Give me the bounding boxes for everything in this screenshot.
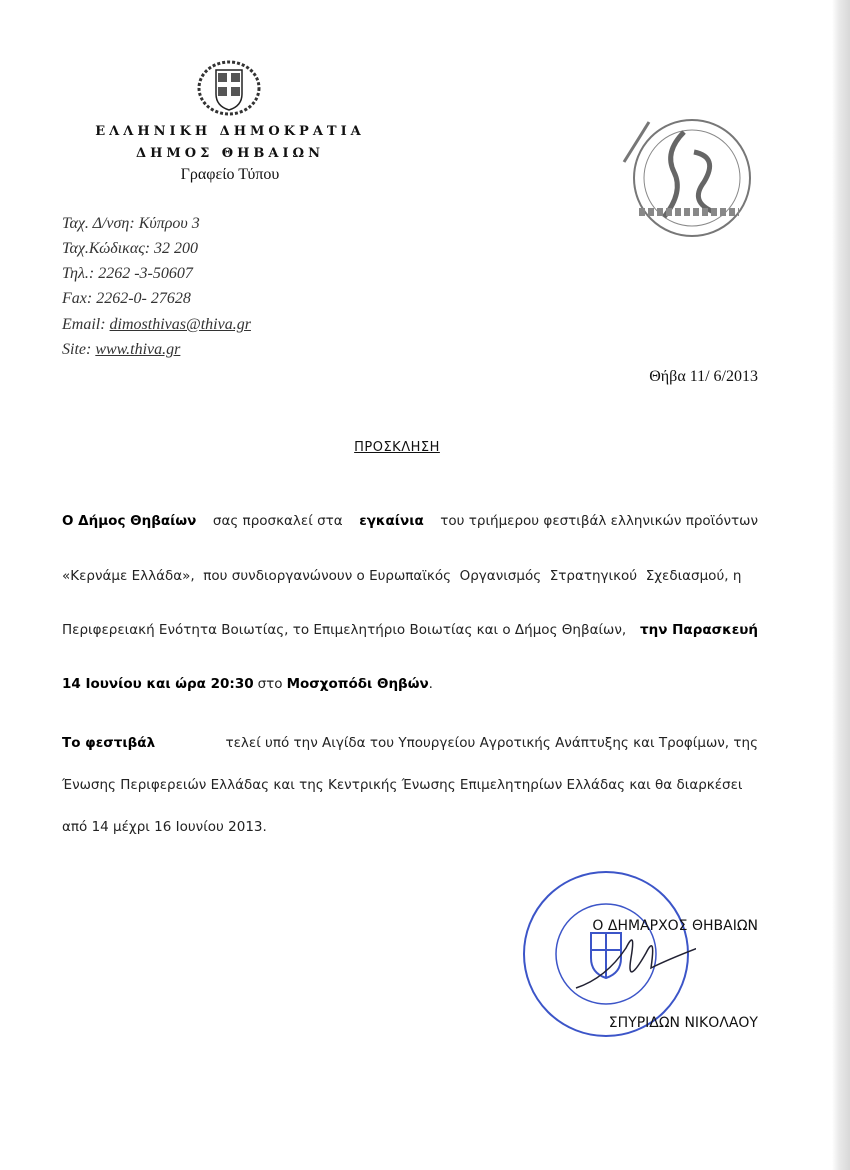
- signatory-name: ΣΠΥΡΙΔΩΝ ΝΙΚΟΛΑΟΥ: [608, 1015, 758, 1031]
- text: του τριήμερου φεστιβάλ ελληνικών προϊόντων: [440, 513, 758, 529]
- text: «Κερνάμε Ελλάδα», που συνδιοργανώνουν ο Ευρωπαϊκός Οργανισμός Στρατηγικού Σχεδιασμού, η: [62, 568, 742, 584]
- contact-email-row: [62, 316, 251, 334]
- contact-phone: Τηλ.: 2262 -3-50607: [62, 265, 193, 282]
- text-bold: 14 Ιουνίου και ώρα 20:30: [62, 676, 254, 692]
- body-line: [62, 819, 758, 835]
- text-bold: Το φεστιβάλ: [62, 735, 156, 751]
- email-link[interactable]: dimosthivas@thiva.gr: [109, 316, 251, 333]
- text: Περιφερειακή Ενότητα Βοιωτίας, το Επιμελητήριο Βοιωτίας και ο Δήμος Θηβαίων,: [62, 622, 627, 638]
- official-stamp: [516, 868, 696, 1038]
- body-line: [62, 735, 758, 751]
- body-line: [62, 568, 758, 584]
- body-line: [62, 676, 758, 692]
- document-title: ΠΡΟΣΚΛΗΣΗ: [354, 440, 440, 455]
- text-bold: Μοσχοπόδι Θηβών: [286, 676, 429, 692]
- text-bold: την Παρασκευή: [640, 622, 758, 638]
- text: .: [428, 676, 433, 692]
- letterhead-country: ΕΛΛΗΝΙΚΗ ΔΗΜΟΚΡΑΤΙΑ: [95, 124, 365, 139]
- text: στο: [257, 676, 283, 692]
- text: Ένωσης Περιφερειών Ελλάδας και της Κεντρικής Ένωσης Επιμελητηρίων Ελλάδας και θα διαρκέσει: [62, 777, 743, 793]
- scan-edge: [832, 0, 850, 1170]
- email-label: Email:: [62, 316, 110, 333]
- site-link[interactable]: www.thiva.gr: [95, 341, 181, 358]
- contact-address: Ταχ. Δ/νση: Κύπρου 3: [62, 215, 200, 232]
- contact-postcode: Ταχ.Κώδικας: 32 200: [62, 240, 199, 257]
- municipality-seal-logo: [614, 112, 760, 244]
- body-line: [62, 777, 758, 793]
- text-bold: Ο Δήμος Θηβαίων: [62, 513, 197, 529]
- text: από 14 μέχρι 16 Ιουνίου 2013.: [62, 819, 267, 835]
- letterhead-office: Γραφείο Τύπου: [180, 166, 280, 183]
- site-label: Site:: [62, 341, 96, 358]
- text-bold: εγκαίνια: [359, 513, 424, 529]
- contact-site-row: [62, 341, 180, 359]
- greek-coat-of-arms-icon: [196, 60, 262, 116]
- body-line: [62, 513, 758, 529]
- text: σας προσκαλεί στα: [212, 513, 343, 529]
- letter-date: Θήβα 11/ 6/2013: [649, 368, 758, 385]
- letterhead-municipality: ΔΗΜΟΣ ΘΗΒΑΙΩΝ: [135, 146, 325, 161]
- contact-fax: Fax: 2262-0- 27628: [62, 290, 191, 307]
- signatory-role: Ο ΔΗΜΑΡΧΟΣ ΘΗΒΑΙΩΝ: [592, 918, 758, 934]
- text: τελεί υπό την Αιγίδα του Υπουργείου Αγροτικής Ανάπτυξης και Τροφίμων, της: [225, 735, 758, 751]
- body-line: [62, 622, 758, 638]
